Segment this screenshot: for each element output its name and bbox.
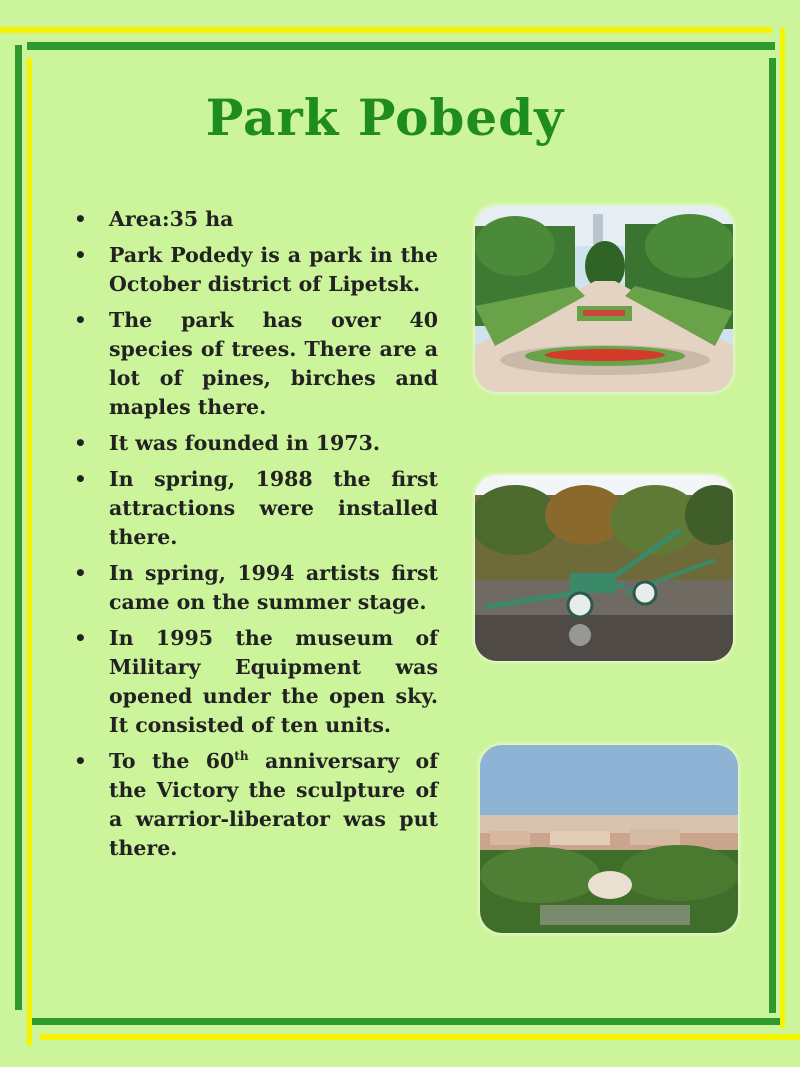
fact-list <box>72 205 438 870</box>
bullet-icon: • <box>74 308 87 332</box>
list-item: • To the 60th anniversary of the Victory the sculpture of a warrior-liberator was put there. <box>74 749 439 860</box>
list-item: • Area:35 ha <box>72 205 438 234</box>
frame-right-green <box>769 58 776 1013</box>
frame-top-yellow <box>0 27 772 33</box>
bullet-icon: • <box>74 749 87 773</box>
list-item: • In spring, 1988 the first attractions were installed there. <box>74 467 438 549</box>
park-alley-photo <box>475 206 733 392</box>
frame-left-yellow <box>27 58 32 1046</box>
summer-stage-aerial-photo <box>480 745 738 933</box>
frame-bottom-yellow <box>40 1034 800 1040</box>
bullet-icon: • <box>74 561 87 585</box>
artillery-cannon-photo <box>475 475 733 661</box>
list-item: • It was founded in 1973. <box>72 429 438 458</box>
frame-bottom-green <box>32 1018 780 1025</box>
list-item: • The park has over 40 species of trees. There are a lot of pines, birches and maples there. <box>74 308 438 419</box>
list-item: • Park Podedy is a park in the October district of Lipetsk. <box>74 243 438 296</box>
bullet-icon: • <box>74 243 87 267</box>
page-title: Park Pobedy <box>205 88 565 147</box>
frame-right-yellow <box>780 28 785 1028</box>
bullet-icon: • <box>74 467 87 491</box>
bullet-icon: • <box>74 207 87 231</box>
bullet-icon: • <box>74 431 87 455</box>
frame-top-green <box>27 42 775 50</box>
frame-left-green <box>15 45 22 1010</box>
bullet-icon: • <box>74 626 87 650</box>
list-item: • In 1995 the museum of Military Equipment was opened under the open sky. It consisted of ten units. <box>74 626 438 737</box>
list-item: • In spring, 1994 artists first came on the summer stage. <box>74 561 438 614</box>
